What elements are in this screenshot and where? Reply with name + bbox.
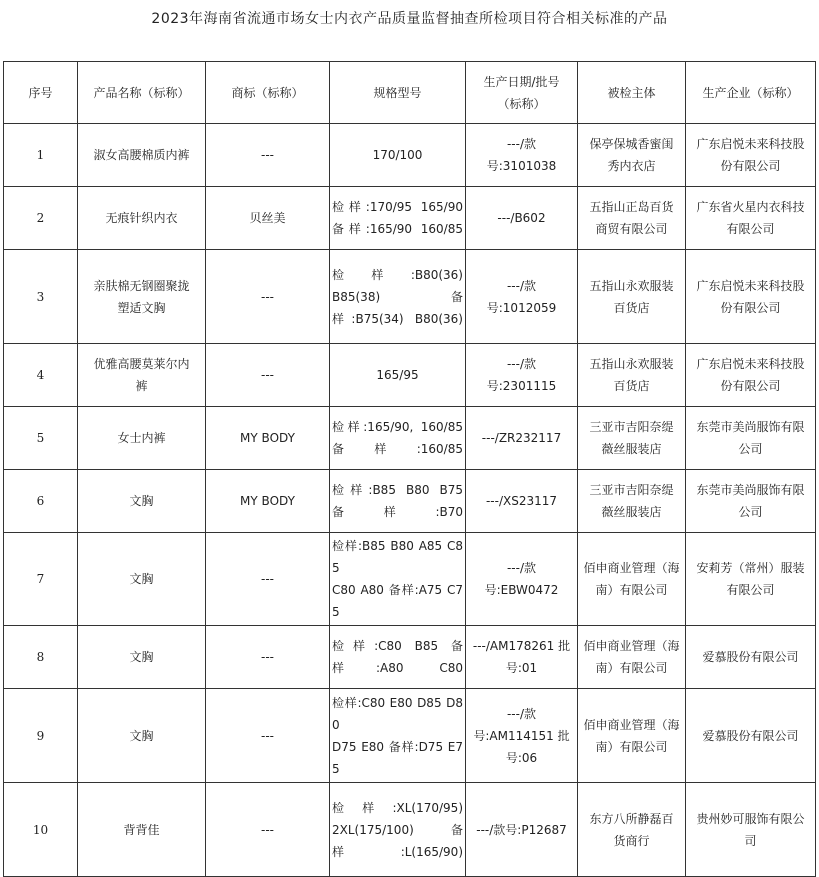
cell-production-date-line: 号:2301115 xyxy=(486,379,557,393)
cell-product-name-line: 优雅高腰莫莱尔内 xyxy=(93,357,190,371)
header-row xyxy=(4,62,816,124)
cell-spec xyxy=(330,187,466,250)
cell-manufacturer xyxy=(686,470,816,533)
cell-inspected-entity-line: 货商行 xyxy=(613,833,650,848)
cell-product-name xyxy=(78,187,206,250)
cell-seq: 8 xyxy=(4,626,78,689)
table-row xyxy=(4,344,816,407)
cell-production-date-line: 号:EBW0472 xyxy=(484,583,559,597)
cell-spec-line: 检样:C80 B85 备 xyxy=(332,639,463,653)
cell-manufacturer-line: 司 xyxy=(744,833,757,848)
cell-inspected-entity-line: 五指山永欢服装 xyxy=(589,278,674,293)
cell-inspected-entity-line: 三亚市吉阳奈缇 xyxy=(589,420,674,434)
cell-product-name-line: 淑女高腰棉质内裤 xyxy=(93,148,190,162)
cell-spec-line: 2XL(175/100) 备 xyxy=(332,822,463,837)
cell-spec-line: 检样:B80(36) xyxy=(332,267,463,282)
cell-manufacturer-line: 广东省火星内衣科技 xyxy=(696,200,805,214)
cell-seq: 6 xyxy=(4,470,78,533)
header-inspected-entity: 被检主体 xyxy=(578,62,686,124)
cell-spec-line: 170/100 xyxy=(372,148,423,162)
cell-production-date-line: ---/款 xyxy=(506,357,537,371)
cell-product-name-line: 无痕针织内衣 xyxy=(105,211,178,225)
cell-seq: 3 xyxy=(4,250,78,344)
cell-production-date-line: ---/款号:P12687 xyxy=(476,822,567,837)
cell-manufacturer-line: 有限公司 xyxy=(726,222,775,236)
cell-production-date-line: ---/B602 xyxy=(497,211,546,225)
cell-product-name xyxy=(78,344,206,407)
cell-seq: 4 xyxy=(4,344,78,407)
cell-spec xyxy=(330,783,466,877)
table-row xyxy=(4,470,816,533)
cell-seq: 10 xyxy=(4,783,78,877)
cell-inspected-entity xyxy=(578,470,686,533)
cell-inspected-entity-line: 薇丝服装店 xyxy=(601,442,662,456)
header-manufacturer: 生产企业（标称） xyxy=(686,62,816,124)
cell-product-name-line: 裤 xyxy=(135,379,148,393)
cell-inspected-entity xyxy=(578,689,686,783)
table-row xyxy=(4,250,816,344)
table-row xyxy=(4,689,816,783)
cell-brand: --- xyxy=(206,533,330,626)
cell-inspected-entity-line: 南）有限公司 xyxy=(595,739,668,754)
header-spec: 规格型号 xyxy=(330,62,466,124)
cell-spec-line: 检样:165/90, 160/85 xyxy=(332,420,463,434)
header-production-date xyxy=(466,62,578,124)
cell-spec-line: 样:L(165/90) xyxy=(332,844,463,859)
cell-production-date xyxy=(466,626,578,689)
cell-spec xyxy=(330,407,466,470)
header-production-date-line: 生产日期/批号 xyxy=(483,74,560,89)
cell-manufacturer-line: 有限公司 xyxy=(726,583,775,597)
cell-seq: 5 xyxy=(4,407,78,470)
cell-inspected-entity-line: 薇丝服装店 xyxy=(601,505,662,519)
cell-production-date-line: 号:AM114151 批 xyxy=(473,728,570,743)
cell-spec-line: 检样:B85 B80 A85 C85 xyxy=(332,539,463,575)
cell-product-name-line: 女士内裤 xyxy=(117,431,166,445)
cell-production-date xyxy=(466,124,578,187)
cell-manufacturer-line: 份有限公司 xyxy=(720,159,781,173)
cell-inspected-entity xyxy=(578,250,686,344)
cell-inspected-entity-line: 五指山永欢服装 xyxy=(589,357,674,371)
cell-manufacturer xyxy=(686,250,816,344)
cell-manufacturer xyxy=(686,187,816,250)
inspection-table xyxy=(3,61,816,877)
cell-production-date-line: 号:3101038 xyxy=(486,159,557,173)
cell-spec-line: 备样:B70 xyxy=(332,505,463,519)
cell-manufacturer-line: 贵州妙可服饰有限公 xyxy=(696,811,805,826)
cell-production-date-line: ---/款 xyxy=(506,706,537,721)
cell-manufacturer xyxy=(686,689,816,783)
cell-brand: --- xyxy=(206,783,330,877)
cell-brand: --- xyxy=(206,344,330,407)
cell-seq: 7 xyxy=(4,533,78,626)
cell-product-name xyxy=(78,783,206,877)
table-row xyxy=(4,533,816,626)
cell-inspected-entity-line: 佰申商业管理（海 xyxy=(583,639,680,653)
cell-inspected-entity-line: 保亭保城香蜜闺 xyxy=(589,137,674,151)
cell-manufacturer xyxy=(686,407,816,470)
cell-spec-line: D75 E80 备样:D75 E75 xyxy=(332,739,463,776)
cell-product-name-line: 文胸 xyxy=(129,728,154,743)
cell-inspected-entity xyxy=(578,533,686,626)
cell-manufacturer-line: 东莞市美尚服饰有限 xyxy=(696,420,805,434)
header-product-name: 产品名称（标称） xyxy=(78,62,206,124)
cell-product-name-line: 文胸 xyxy=(129,494,154,508)
cell-production-date xyxy=(466,689,578,783)
cell-spec-line: 样:A80 C80 xyxy=(332,661,463,675)
cell-inspected-entity-line: 佰申商业管理（海 xyxy=(583,561,680,575)
cell-product-name-line: 文胸 xyxy=(129,650,154,664)
cell-product-name xyxy=(78,407,206,470)
header-seq: 序号 xyxy=(4,62,78,124)
cell-production-date xyxy=(466,344,578,407)
cell-spec xyxy=(330,344,466,407)
cell-manufacturer xyxy=(686,344,816,407)
cell-inspected-entity-line: 三亚市吉阳奈缇 xyxy=(589,483,674,497)
cell-spec-line: 检样:B85 B80 B75 xyxy=(332,483,463,497)
cell-spec xyxy=(330,250,466,344)
cell-production-date xyxy=(466,470,578,533)
cell-production-date-line: ---/款 xyxy=(506,278,537,293)
page-title: 2023年海南省流通市场女士内衣产品质量监督抽查所检项目符合相关标准的产品 xyxy=(151,11,668,27)
cell-product-name xyxy=(78,533,206,626)
cell-inspected-entity-line: 佰申商业管理（海 xyxy=(583,717,680,732)
cell-spec-line: 备样:165/90 160/85 xyxy=(332,222,463,236)
cell-manufacturer-line: 广东启悦未来科技股 xyxy=(696,278,805,293)
header-brand: 商标（标称） xyxy=(206,62,330,124)
cell-production-date xyxy=(466,187,578,250)
cell-production-date-line: ---/款 xyxy=(506,137,537,151)
cell-brand: 贝丝美 xyxy=(206,187,330,250)
cell-spec xyxy=(330,470,466,533)
cell-production-date-line: ---/ZR232117 xyxy=(481,431,562,445)
cell-production-date xyxy=(466,407,578,470)
cell-production-date-line: ---/款 xyxy=(506,561,537,575)
cell-manufacturer-line: 公司 xyxy=(738,442,763,456)
cell-manufacturer xyxy=(686,626,816,689)
cell-spec-line: 样:B75(34) B80(36) xyxy=(332,311,463,326)
cell-production-date-line: 号:01 xyxy=(505,661,538,675)
cell-spec-line: B85(38) 备 xyxy=(332,289,463,304)
table-row xyxy=(4,626,816,689)
cell-inspected-entity xyxy=(578,344,686,407)
cell-manufacturer-line: 广东启悦未来科技股 xyxy=(696,357,805,371)
cell-manufacturer xyxy=(686,124,816,187)
cell-product-name-line: 塑适文胸 xyxy=(117,300,166,315)
cell-manufacturer-line: 份有限公司 xyxy=(720,379,781,393)
cell-product-name-line: 背背佳 xyxy=(123,822,160,837)
table-row xyxy=(4,187,816,250)
cell-production-date-line: 号:06 xyxy=(505,750,538,765)
cell-manufacturer-line: 爱慕股份有限公司 xyxy=(702,650,799,664)
cell-spec-line: 检样:170/95 165/90 xyxy=(332,200,463,214)
table-row xyxy=(4,124,816,187)
cell-manufacturer-line: 爱慕股份有限公司 xyxy=(702,728,799,743)
cell-production-date-line: 号:1012059 xyxy=(486,300,557,315)
cell-inspected-entity-line: 南）有限公司 xyxy=(595,583,668,597)
cell-product-name xyxy=(78,689,206,783)
cell-production-date-line: ---/XS23117 xyxy=(485,494,558,508)
table-row xyxy=(4,783,816,877)
cell-inspected-entity xyxy=(578,783,686,877)
cell-spec xyxy=(330,124,466,187)
cell-product-name xyxy=(78,124,206,187)
cell-spec-line: C80 A80 备样:A75 C75 xyxy=(332,583,463,619)
cell-brand: MY BODY xyxy=(206,407,330,470)
cell-brand: --- xyxy=(206,250,330,344)
table-row xyxy=(4,407,816,470)
cell-product-name xyxy=(78,250,206,344)
cell-inspected-entity-line: 南）有限公司 xyxy=(595,661,668,675)
cell-brand: MY BODY xyxy=(206,470,330,533)
cell-manufacturer-line: 份有限公司 xyxy=(720,300,781,315)
cell-brand: --- xyxy=(206,626,330,689)
cell-spec-line: 备样:160/85 xyxy=(332,442,463,456)
cell-inspected-entity-line: 百货店 xyxy=(613,379,650,393)
cell-inspected-entity xyxy=(578,124,686,187)
cell-seq: 1 xyxy=(4,124,78,187)
header-production-date-line: （标称） xyxy=(497,96,546,111)
cell-inspected-entity xyxy=(578,407,686,470)
cell-spec xyxy=(330,689,466,783)
cell-manufacturer xyxy=(686,533,816,626)
cell-product-name xyxy=(78,626,206,689)
cell-spec xyxy=(330,626,466,689)
cell-manufacturer-line: 东莞市美尚服饰有限 xyxy=(696,483,805,497)
cell-manufacturer-line: 安莉芳（常州）服装 xyxy=(696,561,805,575)
cell-inspected-entity xyxy=(578,626,686,689)
cell-product-name-line: 文胸 xyxy=(129,572,154,586)
cell-manufacturer-line: 广东启悦未来科技股 xyxy=(696,137,805,151)
cell-production-date-line: ---/AM178261 批 xyxy=(472,639,571,653)
cell-production-date xyxy=(466,533,578,626)
cell-spec-line: 检样:XL(170/95) xyxy=(332,800,463,815)
cell-product-name xyxy=(78,470,206,533)
cell-brand: --- xyxy=(206,124,330,187)
cell-inspected-entity-line: 五指山正岛百货 xyxy=(589,200,674,214)
cell-inspected-entity-line: 东方八所静磊百 xyxy=(589,811,674,826)
cell-production-date xyxy=(466,783,578,877)
cell-brand: --- xyxy=(206,689,330,783)
cell-manufacturer-line: 公司 xyxy=(738,505,763,519)
cell-spec-line: 检样:C80 E80 D85 D80 xyxy=(332,695,463,732)
cell-seq: 2 xyxy=(4,187,78,250)
cell-inspected-entity xyxy=(578,187,686,250)
cell-spec xyxy=(330,533,466,626)
cell-inspected-entity-line: 百货店 xyxy=(613,300,650,315)
cell-inspected-entity-line: 商贸有限公司 xyxy=(595,222,668,236)
cell-production-date xyxy=(466,250,578,344)
cell-manufacturer xyxy=(686,783,816,877)
cell-spec-line: 165/95 xyxy=(376,368,419,382)
cell-seq: 9 xyxy=(4,689,78,783)
cell-inspected-entity-line: 秀内衣店 xyxy=(607,159,656,173)
cell-product-name-line: 亲肤棉无钢圈聚拢 xyxy=(93,278,190,293)
